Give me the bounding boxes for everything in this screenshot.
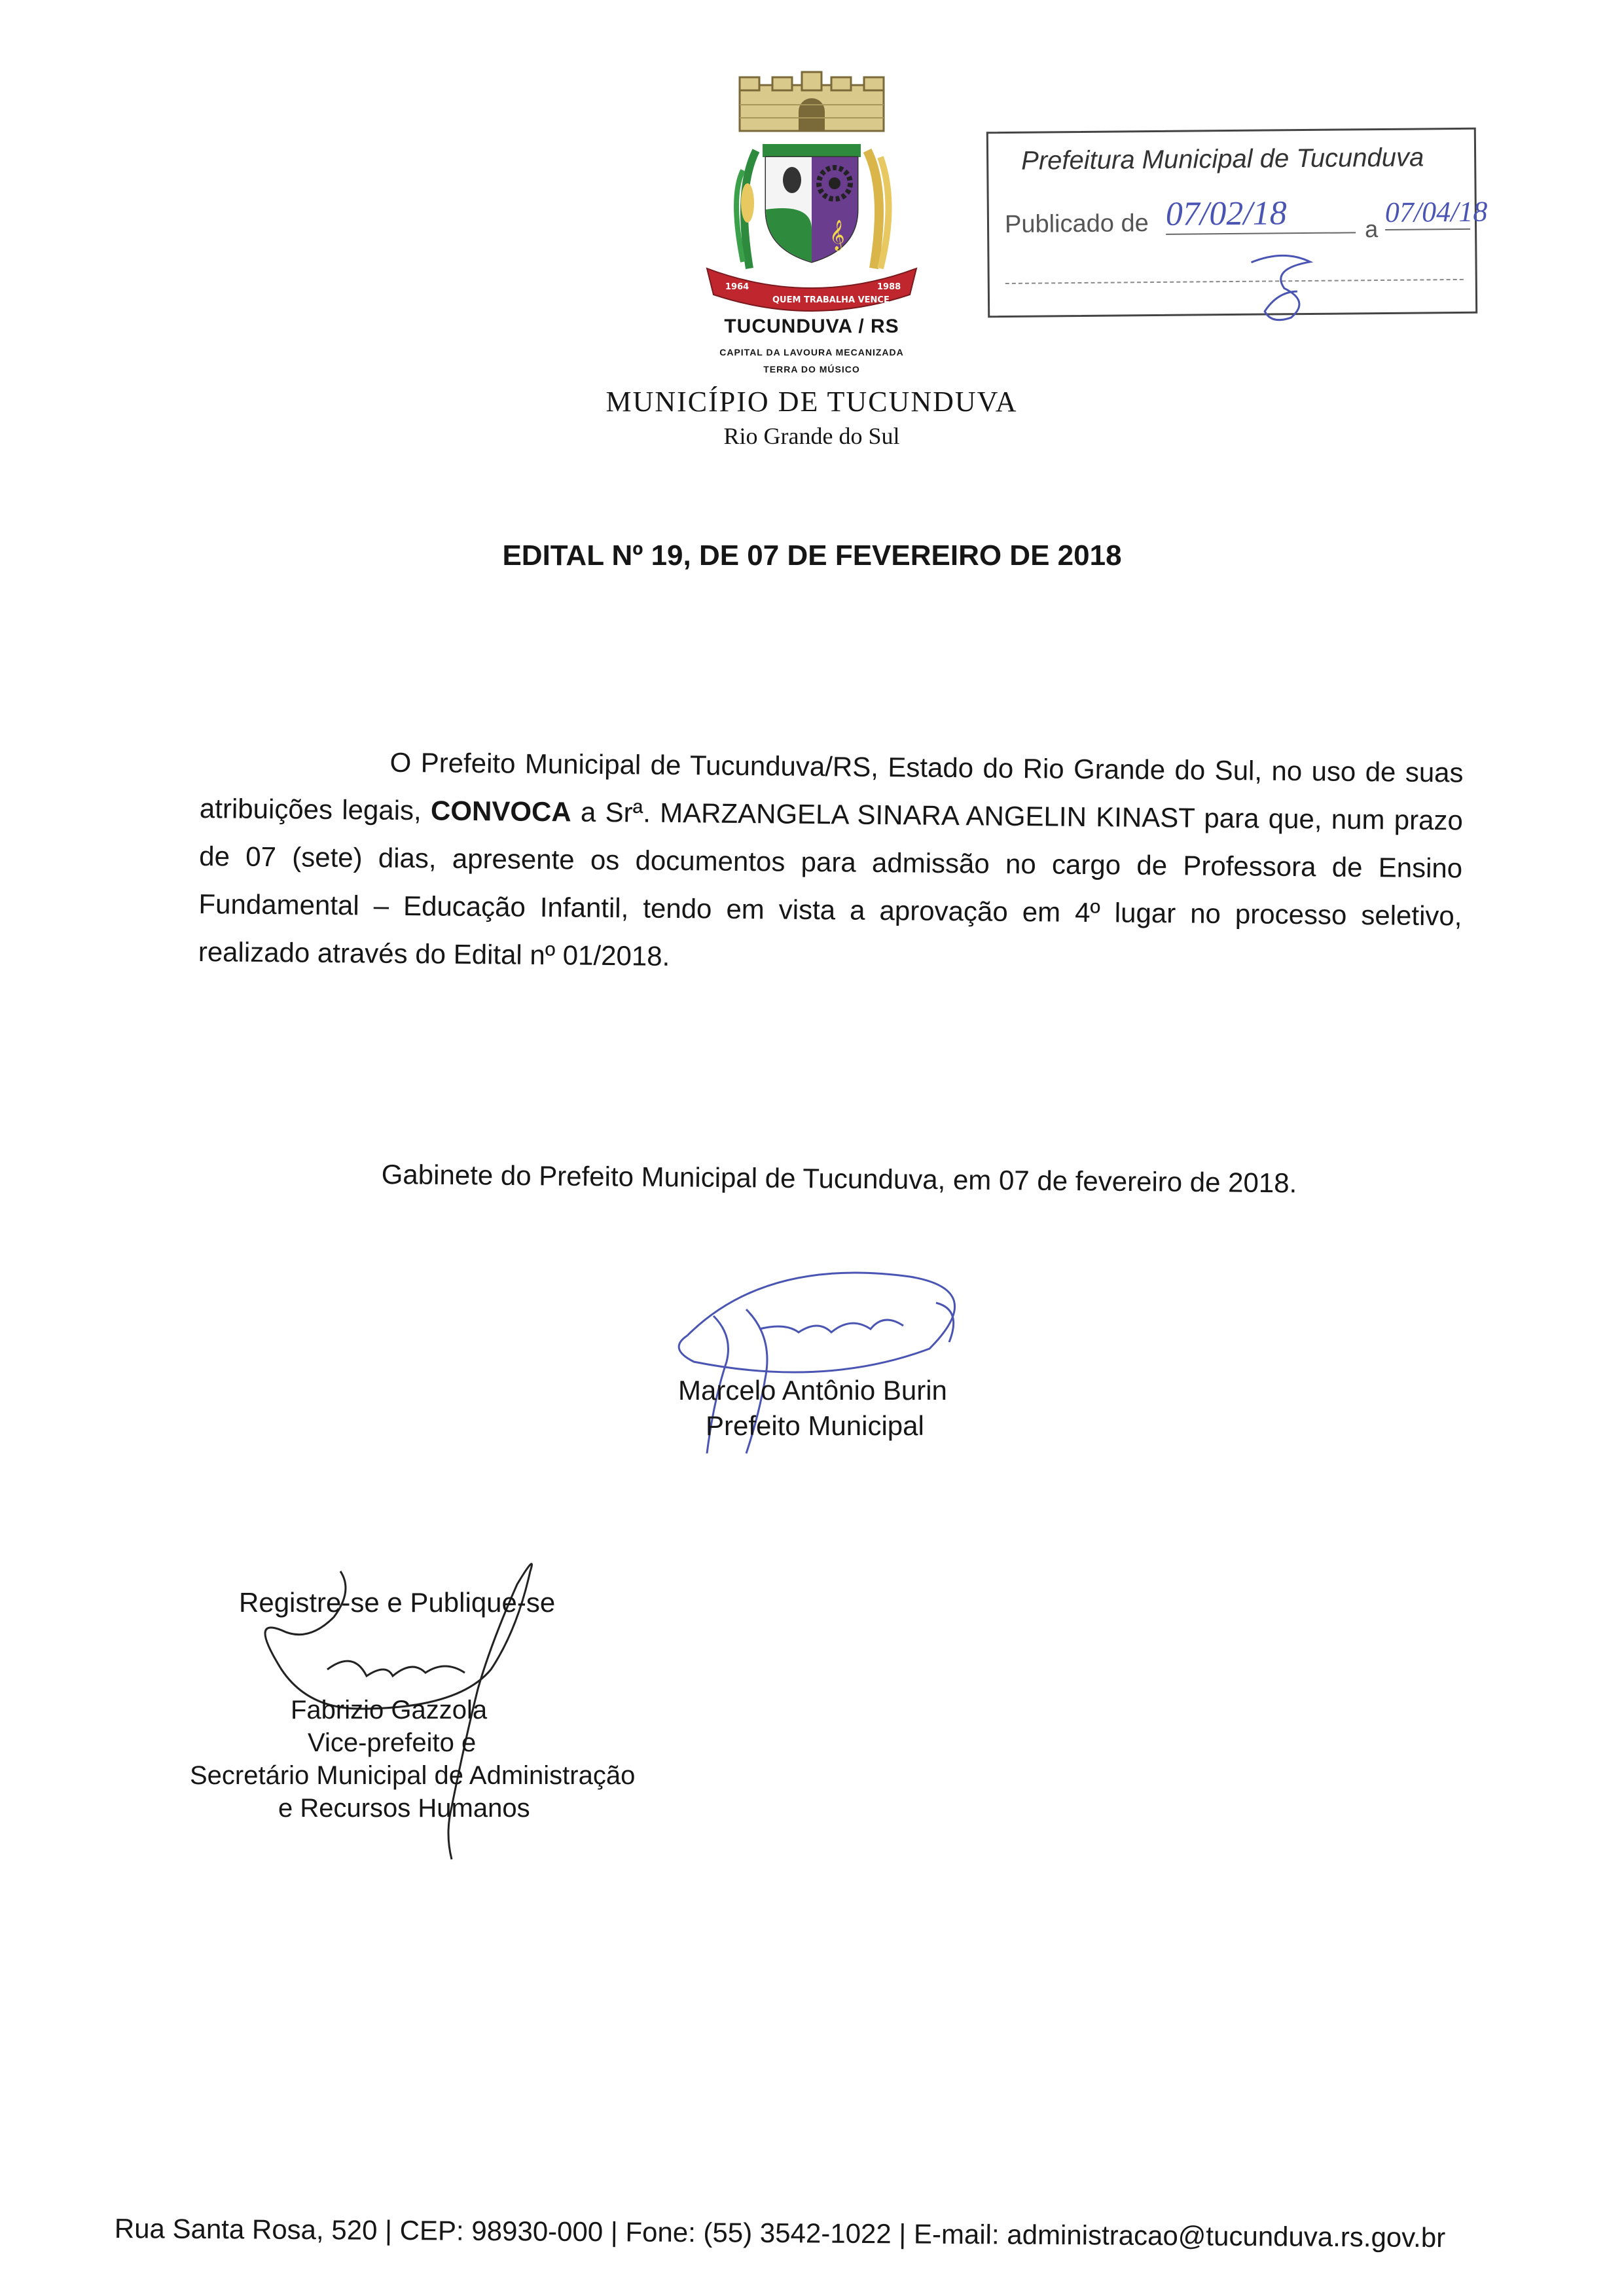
stamp-published-label: Publicado de (1004, 210, 1149, 239)
document-title: EDITAL Nº 19, DE 07 DE FEVEREIRO DE 2018 (502, 539, 1122, 572)
mayor-signature (661, 1257, 1028, 1480)
mayor-name: Marcelo Antônio Burin (678, 1375, 947, 1406)
stamp-divider (1005, 279, 1464, 284)
vice-mayor-role-3: e Recursos Humanos (278, 1794, 530, 1823)
state-name: Rio Grande do Sul (723, 423, 900, 449)
register-publish-line: Registre-se e Publique-se (239, 1587, 556, 1618)
stamp-from-date: 07/02/18 (1166, 193, 1356, 235)
vice-mayor-role-2: Secretário Municipal de Administração (190, 1761, 636, 1790)
mayor-role: Prefeito Municipal (706, 1410, 924, 1441)
crest-year-left: 1964 (725, 282, 749, 292)
body-text-end: a Srª. MARZANGELA SINARA ANGELIN KINAST para que, num prazo de 07 (sete) dias, apresente os documentos para admissão no cargo de Professora de Ensino Fundamental – Educação Infantil, tendo em vista a aprovação em 4º lugar no processo seletivo, realizado através do Edital nº 01/2018. (198, 796, 1464, 972)
publication-stamp (986, 128, 1488, 318)
tagline-1: CAPITAL DA LAVOURA MECANIZADA (719, 347, 904, 357)
crest-shield (763, 144, 861, 262)
body-paragraph (198, 737, 1463, 988)
crest-year-right: 1988 (877, 282, 901, 292)
stamp-initials-signature (1238, 242, 1330, 321)
tagline-2: TERRA DO MÚSICO (763, 364, 860, 374)
stamp-to-date: 07/04/18 (1385, 195, 1470, 230)
crest-wheat (867, 151, 889, 268)
crest-ribbon (707, 268, 916, 311)
crest-motto: QUEM TRABALHA VENCE (772, 295, 890, 305)
city-title: TUCUNDUVA / RS (724, 316, 899, 337)
body-bold-convoca: CONVOCA (430, 795, 571, 828)
vice-mayor-name: Fabrizio Gazzola (291, 1696, 488, 1724)
stamp-title: Prefeitura Municipal de Tucunduva (1020, 143, 1424, 175)
municipal-coat-of-arms (700, 72, 923, 321)
closing-statement: Gabinete do Prefeito Municipal de Tucunduva, em 07 de fevereiro de 2018. (381, 1159, 1297, 1199)
vice-mayor-role-1: Vice-prefeito e (308, 1728, 477, 1757)
crest-crown (740, 72, 884, 131)
footer-contact: Rua Santa Rosa, 520 | CEP: 98930-000 | Fone: (55) 3542-1022 | E-mail: administracao@tucunduva.rs.gov.br (114, 2213, 1446, 2253)
document-body (198, 737, 1463, 988)
body-text-start: O Prefeito Municipal de Tucunduva/RS, Estado do Rio Grande do Sul, no uso de suas atribuições legais, (199, 746, 1464, 826)
crest-corn (736, 151, 756, 268)
municipality-name: MUNICÍPIO DE TUCUNDUVA (605, 386, 1018, 418)
stamp-to-label: a (1364, 215, 1379, 243)
svg-text:𝄞: 𝄞 (829, 220, 845, 250)
